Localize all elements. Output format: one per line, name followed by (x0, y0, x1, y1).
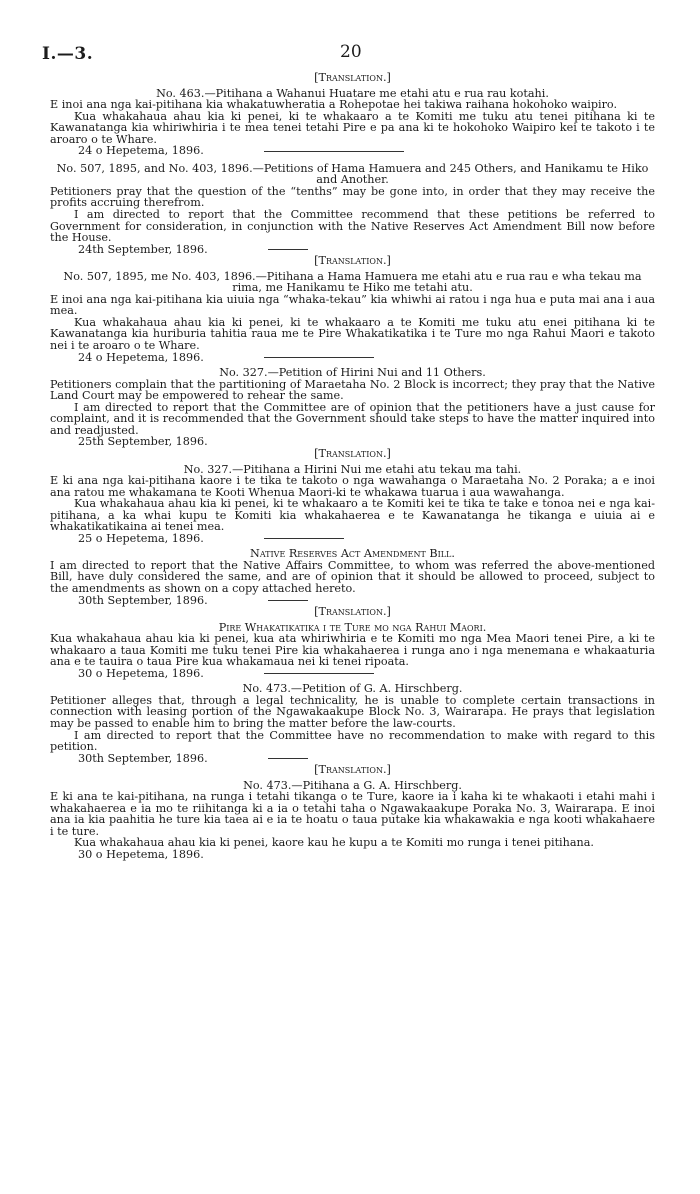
report-paragraph: I am directed to report that the Native Affairs Committee, to whom was referred the above-mentioned Bill, have duly considered the same, and are of opinion that it should be allowed to proceed, subject to the amendments as shown on a copy attached hereto. (50, 558, 655, 595)
section-divider (264, 538, 344, 539)
section-divider (268, 758, 308, 759)
document-body (50, 72, 655, 861)
bill-title: Native Reserves Act Amendment Bill. (250, 547, 455, 561)
translation-heading: [Translation.] (314, 254, 391, 268)
report-paragraph: Kua whakahaua ahau kia ki penei, ki te whakaaro a te Komiti kei te tika te take e tonoa nei e nga kai-pitihana, a ka whai kupu te Komiti kia whakahaerea e te Kawanatanga he tikanga e uiuia ai e whakatikatikaina ai tenei mea. (50, 497, 655, 534)
petition-title: No. 327.—Pitihana a Hirini Nui me etahi atu tekau ma tahi. (183, 462, 522, 476)
petition-title: No. 473.—Petition of G. A. Hirschberg. (242, 682, 463, 696)
report-date: 30th September, 1896. (78, 751, 208, 765)
translation-heading: [Translation.] (314, 605, 391, 619)
document-reference: I.—3. (42, 44, 94, 64)
report-date: 30th September, 1896. (78, 593, 208, 607)
report-paragraph: Kua whakahaua ahau kia ki penei, kua ata whiriwhiria e te Komiti mo nga Mea Maori tenei Pire, a ki te whakaaro a taua Komiti me tuku tenei Pire kia whakahaerea i runga ano i nga menemana e whakaaturia ana e te tauira o taua Pire kua whakamaua nei ki tenei ripoata. (50, 632, 655, 669)
section-divider (264, 357, 374, 358)
petition-paragraph: E inoi ana nga kai-pitihana kia whakatuwheratia a Rohepotae hei takiwa raihana hokohoko waipiro. (50, 98, 618, 112)
section-divider (264, 151, 404, 152)
report-paragraph: Kua whakahaua ahau kia ki penei, kaore kau he kupu a te Komiti mo runga i tenei pitihana. (74, 836, 594, 850)
report-paragraph: Kua whakahaua ahau kia ki penei, ki te whakaaro a te Komiti me tuku atu enei pitihana ki te Kawanatanga kia huriburia tahitia raua me te Pire Whakatikatika i te Ture mo nga Rahui Maori e takoto nei i te aroaro o te Whare. (50, 315, 655, 353)
petition-title: No. 463.—Pitihana a Wahanui Huatare me etahi atu e rua rau kotahi. (156, 86, 549, 100)
report-date: 24 o Hepetema, 1896. (78, 350, 204, 364)
translation-heading: [Translation.] (314, 446, 391, 460)
petition-paragraph: Petitioners pray that the question of the “tenths” may be gone into, in order that they may receive the profits accruing therefrom. (50, 184, 655, 210)
report-date: 30 o Hepetema, 1896. (78, 666, 204, 680)
report-date: 25th September, 1896. (78, 435, 208, 449)
petition-title: No. 507, 1895, me No. 403, 1896.—Pitihana a Hama Hamuera me etahi atu e rua rau e wha tekau ma rima, me Hanikamu te Hiko me tetahi atu. (63, 269, 642, 295)
petition-paragraph: Petitioner alleges that, through a legal technicality, he is unable to complete certain transactions in connection with leasing portion of the Ngawakaakupe Block No. 3, Wairarapa. He prays that legislation may be passed to enable him to bring the matter before the law-courts. (50, 693, 655, 730)
report-date: 24 o Hepetema, 1896. (78, 144, 204, 158)
report-paragraph: I am directed to report that the Committee have no recommendation to make with regard to this petition. (50, 728, 655, 754)
translation-heading: [Translation.] (314, 763, 391, 777)
report-date: 25 o Hepetema, 1896. (78, 531, 204, 545)
dateline (50, 533, 655, 545)
petition-paragraph: Petitioners complain that the partitioning of Maraetaha No. 2 Block is incorrect; they pray that the Native Land Court may be empowered to rehear the same. (50, 377, 655, 403)
petition-paragraph: E ki ana te kai-pitihana, na runga i tetahi tikanga o te Ture, kaore ia i kaha ki te whakaoti i etahi mahi i whakahaerea e ia mo te riihitanga ki a ia o tetahi taha o Ngawakaakupe Poraka No. 3, Wairarapa. E inoi ana ia kia paahitia he ture kia taea ai e ia te hoatu o taua putake kia whakawakia e nga kooti whakahaere i te ture. (50, 790, 655, 838)
report-paragraph: I am directed to report that the Committee are of opinion that the petitioners have a just cause for complaint, and it is recommended that the Government should take steps to have the matter inquired into and readjusted. (50, 400, 655, 437)
report-paragraph: Kua whakahaua ahau kia ki penei, ki te whakaaro a te Komiti me tuku atu tenei pitihana ki te Kawanatanga kia whiriwhiria i te mea tenei tetahi Pire e pa ana ki te hokohoko Waipiro kei te takoto i te aroaro o te Whare. (50, 109, 655, 146)
petition-title: No. 507, 1895, and No. 403, 1896.—Petitions of Hama Hamuera and 245 Others, and Hanikamu te Hiko and Another. (56, 161, 649, 187)
petition-paragraph: E ki ana nga kai-pitihana kaore i te tika te takoto o nga wawahanga o Maraetaha No. 2 Poraka; a e inoi ana ratou me whakamana te Kooti Whenua Maori-ki te whakawa tuarua i aua wawahanga. (50, 474, 655, 499)
translation-heading: [Translation.] (314, 71, 391, 84)
petition-paragraph: E inoi ana nga kai-pitihana kia uiuia nga “whaka-tekau” kia whiwhi ai ratou i nga hua e puta mai ana i aua mea. (50, 292, 655, 318)
page-number: 20 (340, 42, 362, 62)
section-divider (264, 673, 374, 674)
bill-title: Pire Whakatikatika i te Ture mo nga Rahui Maori. (218, 620, 487, 634)
petition-title: No. 327.—Petition of Hirini Nui and 11 Others. (219, 366, 486, 380)
section-divider (268, 600, 308, 601)
report-date: 24th September, 1896. (78, 242, 208, 256)
report-date: 30 o Hepetema, 1896. (78, 848, 204, 861)
dateline (50, 145, 655, 157)
section-divider (268, 249, 308, 250)
dateline (50, 352, 655, 364)
dateline (50, 668, 655, 680)
petition-title: No. 473.—Pitihana a G. A. Hirschberg. (243, 778, 462, 792)
report-paragraph: I am directed to report that the Committee recommend that these petitions be referred to Government for consideration, in conjunction with the Native Reserves Act Amendment Bill now before the House. (50, 208, 655, 245)
